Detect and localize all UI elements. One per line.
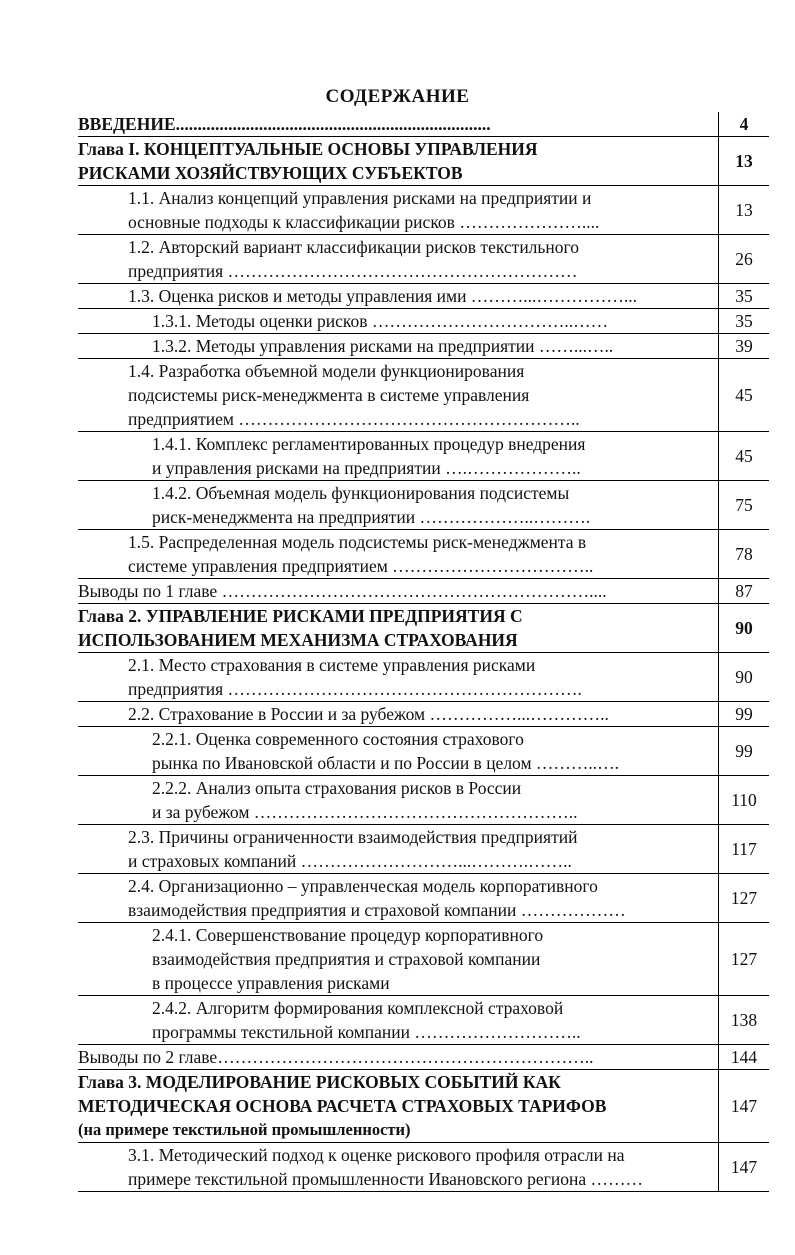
toc-row-2-4-2 [78,996,769,1045]
toc-row-chapter-1 [78,137,769,186]
toc-row-1-4-1 [78,432,769,481]
toc-page-number: 138 [719,996,770,1045]
toc-entry-text: 2.4. Организационно – управленческая модель корпоративного взаимодействия предприятия и страховой компании ……………… [78,874,719,923]
toc-entry-text: 1.4.2. Объемная модель функционирования подсистемы риск-менеджмента на предприятии ………………..………. [78,481,719,530]
toc-entry-text: 1.4. Разработка объемной модели функционирования подсистемы риск-менеджмента в системе управления предприятием ………………………………………………….. [78,359,719,432]
toc-entry-text: 2.4.2. Алгоритм формирования комплексной страховой программы текстильной компании ……………………….. [78,996,719,1045]
toc-page-number: 117 [719,825,770,874]
toc-row-2-2 [78,702,769,727]
toc-page-number: 99 [719,702,770,727]
toc-entry-text: 2.2.1. Оценка современного состояния страхового рынка по Ивановской области и по России в целом ………..…. [78,727,719,776]
toc-page-number: 13 [719,186,770,235]
toc-entry-text: Глава I. КОНЦЕПТУАЛЬНЫЕ ОСНОВЫ УПРАВЛЕНИЯ РИСКАМИ ХОЗЯЙСТВУЮЩИХ СУБЪЕКТОВ [78,137,719,186]
toc-row-3-1 [78,1143,769,1192]
toc-row-chapter-3 [78,1070,769,1143]
toc-page-number: 35 [719,284,770,309]
toc-row-chapter-2 [78,604,769,653]
toc-row-2-3 [78,825,769,874]
toc-entry-text: 1.3. Оценка рисков и методы управления ими ………...……………... [78,284,719,309]
toc-row-introduction [78,112,769,137]
toc-entry-text: Выводы по 2 главе……………………………………………………….. [78,1045,719,1070]
toc-page-number: 110 [719,776,770,825]
toc-row-2-1 [78,653,769,702]
toc-page-number: 78 [719,530,770,579]
toc-entry-text: 1.4.1. Комплекс регламентированных процедур внедрения и управления рисками на предприятии ….……………….. [78,432,719,481]
toc-row-conclusions-1 [78,579,769,604]
toc-entry-text: 2.2.2. Анализ опыта страхования рисков в России и за рубежом ……………………………………………….. [78,776,719,825]
toc-row-2-4-1 [78,923,769,996]
toc-entry-text: Глава 2. УПРАВЛЕНИЕ РИСКАМИ ПРЕДПРИЯТИЯ С ИСПОЛЬЗОВАНИЕМ МЕХАНИЗМА СТРАХОВАНИЯ [78,604,719,653]
toc-entry-text: 1.2. Авторский вариант классификации рисков текстильного предприятия …………………………………………………… [78,235,719,284]
toc-row-1-2 [78,235,769,284]
toc-row-1-5 [78,530,769,579]
toc-row-1-3-1 [78,309,769,334]
toc-page-number: 87 [719,579,770,604]
toc-page-number: 90 [719,604,770,653]
toc-row-2-2-2 [78,776,769,825]
toc-row-1-3-2 [78,334,769,359]
toc-page-number: 147 [719,1070,770,1143]
toc-row-1-3 [78,284,769,309]
toc-entry-text: Выводы по 1 главе ……………………………………………………….... [78,579,719,604]
toc-row-2-2-1 [78,727,769,776]
toc-page-number: 144 [719,1045,770,1070]
toc-row-1-4 [78,359,769,432]
toc-entry-text: 1.5. Распределенная модель подсистемы риск-менеджмента в системе управления предприятием …………………………….. [78,530,719,579]
toc-page-number: 90 [719,653,770,702]
toc-entry-text: 2.4.1. Совершенствование процедур корпоративного взаимодействия предприятия и страховой компании в процессе управления рисками [78,923,719,996]
toc-entry-text: 2.1. Место страхования в системе управления рисками предприятия ……………………………………………………. [78,653,719,702]
toc-entry-text: 2.3. Причины ограниченности взаимодействия предприятий и страховых компаний ………………………...……….…….. [78,825,719,874]
toc-page-number: 35 [719,309,770,334]
toc-row-conclusions-2 [78,1045,769,1070]
toc-entry-text: 1.3.1. Методы оценки рисков ……………………………..…… [78,309,719,334]
toc-entry-text: 1.3.2. Методы управления рисками на предприятии ……...….. [78,334,719,359]
toc-page-number: 147 [719,1143,770,1192]
toc-entry-text: ВВЕДЕНИЕ........................................................................ [78,112,719,137]
toc-page-number: 13 [719,137,770,186]
toc-page-number: 99 [719,727,770,776]
toc-page-number: 26 [719,235,770,284]
toc-entry-text: 1.1. Анализ концепций управления рисками на предприятии и основные подходы к классификации рисков ………………….... [78,186,719,235]
toc-entry-text: Глава 3. МОДЕЛИРОВАНИЕ РИСКОВЫХ СОБЫТИЙ КАК МЕТОДИЧЕСКАЯ ОСНОВА РАСЧЕТА СТРАХОВЫХ ТАРИФОВ (на примере текстильной промышленности) [78,1070,719,1143]
toc-page-number: 39 [719,334,770,359]
toc-row-1-4-2 [78,481,769,530]
toc-page-number: 127 [719,923,770,996]
toc-entry-text: 2.2. Страхование в России и за рубежом ……………...………….. [78,702,719,727]
toc-row-2-4 [78,874,769,923]
toc-entry-text: 3.1. Методический подход к оценке рискового профиля отрасли на примере текстильной промышленности Ивановского региона ……… [78,1143,719,1192]
toc-page-number: 45 [719,432,770,481]
toc-page-number: 75 [719,481,770,530]
table-of-contents [78,112,769,1192]
toc-page-number: 4 [719,112,770,137]
toc-page-number: 45 [719,359,770,432]
toc-page-number: 127 [719,874,770,923]
toc-row-1-1 [78,186,769,235]
page-title: СОДЕРЖАНИЕ [325,86,470,107]
